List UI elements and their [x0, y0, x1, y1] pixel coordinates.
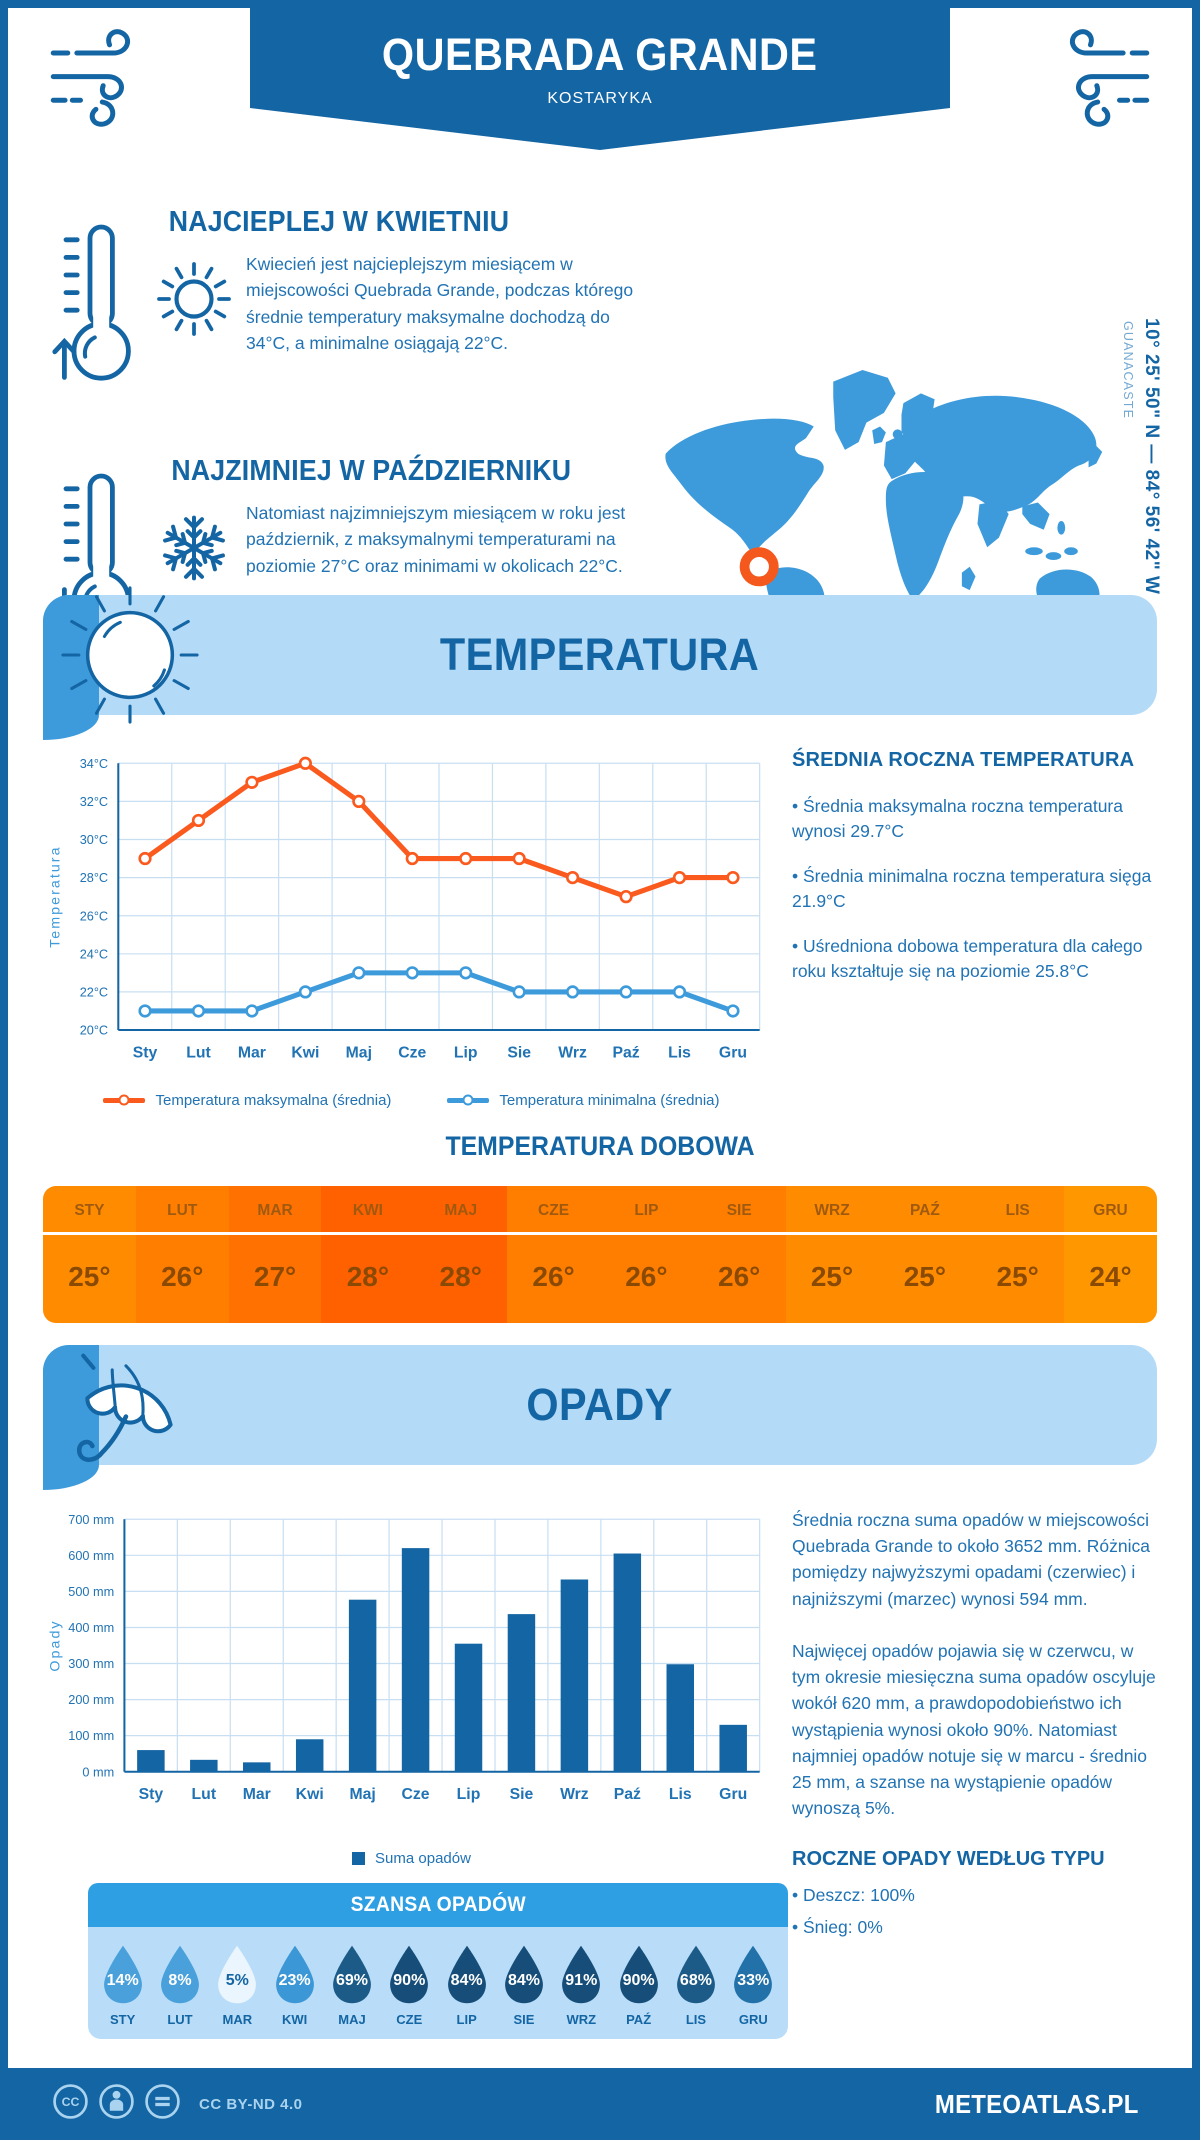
- footer: [0, 2068, 1200, 2140]
- water-drop-icon: [670, 1943, 722, 2006]
- drop-month: KWI: [282, 2011, 308, 2027]
- rain-chance-item: [495, 1943, 552, 2027]
- daily-temp-column: [136, 1186, 229, 1323]
- legend-item: Suma opadów: [352, 1850, 471, 1867]
- drop-month: LIS: [685, 2011, 707, 2027]
- water-drop-icon: [441, 1943, 493, 2006]
- drop-percent: 84%: [450, 1971, 483, 1989]
- annual-temp-bullet: • Uśredniona dobowa temperatura dla całego roku kształtuje się na poziomie 25.8°C: [792, 935, 1143, 981]
- daily-temp-value: 26°: [693, 1232, 786, 1323]
- svg-text:Sty: Sty: [132, 1044, 158, 1062]
- water-drop-icon: [97, 1943, 149, 2006]
- daily-temp-month: KWI: [352, 1201, 383, 1219]
- drop-percent: 90%: [622, 1971, 655, 1989]
- svg-text:24°C: 24°C: [79, 946, 109, 962]
- daily-temp-month: PAŹ: [909, 1201, 940, 1219]
- svg-text:700 mm: 700 mm: [68, 1511, 115, 1527]
- precip-type-bullet: • Deszcz: 100%: [792, 1884, 915, 1905]
- svg-text:20°C: 20°C: [79, 1022, 109, 1038]
- svg-text:Wrz: Wrz: [560, 1786, 589, 1804]
- svg-text:Lut: Lut: [191, 1786, 217, 1804]
- daily-temp-column: [321, 1186, 414, 1323]
- cc-nd-icon: [144, 2083, 181, 2125]
- coldest-text: Natomiast najzimniejszym miesiącem w roku jest październik, z maksymalnymi temperaturami na poziomie 27°C oraz minimami w okolicach 22°C.: [246, 503, 626, 576]
- svg-text:500 mm: 500 mm: [68, 1583, 115, 1599]
- drop-percent: 8%: [168, 1971, 192, 1989]
- svg-text:Lut: Lut: [186, 1044, 211, 1062]
- water-drop-icon: [383, 1943, 435, 2006]
- rain-chance-item: [381, 1943, 438, 2027]
- drop-percent: 23%: [278, 1971, 311, 1989]
- rain-chance-title: SZANSA OPADÓW: [88, 1883, 788, 1927]
- precipitation-text-panel: [778, 1505, 1160, 2039]
- daily-temp-column: [693, 1186, 786, 1323]
- svg-text:Sty: Sty: [138, 1786, 164, 1804]
- daily-temp-month: LIP: [634, 1201, 659, 1219]
- svg-text:26°C: 26°C: [79, 908, 109, 924]
- svg-text:Wrz: Wrz: [558, 1044, 587, 1062]
- annual-temp-heading: ŚREDNIA ROCZNA TEMPERATURA: [792, 749, 1135, 771]
- page-title: QUEBRADA GRANDE: [382, 29, 818, 80]
- drop-month: LIP: [456, 2011, 477, 2027]
- rain-chance-item: [725, 1943, 782, 2027]
- coldest-heading: NAJZIMNIEJ W PAŹDZIERNIKU: [171, 455, 572, 487]
- precipitation-banner-title: OPADY: [526, 1378, 674, 1430]
- drop-month: PAŹ: [626, 2011, 652, 2027]
- precipitation-chart-legend: [45, 1850, 778, 1867]
- svg-text:400 mm: 400 mm: [68, 1619, 115, 1635]
- warmest-heading: NAJCIEPLEJ W KWIETNIU: [168, 206, 510, 238]
- daily-temp-month: LIS: [1005, 1201, 1030, 1219]
- daily-temp-value: 27°: [229, 1232, 322, 1323]
- svg-text:Sie: Sie: [507, 1044, 531, 1062]
- wind-icon: [46, 24, 164, 132]
- daily-temp-value: 26°: [507, 1232, 600, 1323]
- warmest-text: Kwiecień jest najcieplejszym miesiącem w miejscowości Quebrada Grande, podczas którego średnie temperatury maksymalne dochodzą do 34°C, a minimalne osiągają 22°C.: [246, 254, 634, 353]
- daily-temp-column: [1064, 1186, 1157, 1323]
- daily-temp-column: [414, 1186, 507, 1323]
- annual-temperature-panel: [778, 747, 1160, 1109]
- daily-temp-value: 25°: [878, 1232, 971, 1323]
- rain-chance-item: [151, 1943, 208, 2027]
- svg-text:Maj: Maj: [349, 1786, 376, 1804]
- rain-chance-item: [553, 1943, 610, 2027]
- drop-month: CZE: [396, 2011, 423, 2027]
- precipitation-banner: [43, 1345, 1157, 1465]
- daily-temp-table: [43, 1186, 1157, 1323]
- rain-chance-item: [610, 1943, 667, 2027]
- svg-text:300 mm: 300 mm: [68, 1656, 115, 1672]
- daily-temp-month: WRZ: [814, 1201, 850, 1219]
- page-subtitle: KOSTARYKA: [547, 90, 653, 107]
- drop-percent: 91%: [565, 1971, 598, 1989]
- svg-text:Mar: Mar: [237, 1044, 266, 1062]
- svg-text:28°C: 28°C: [79, 870, 109, 886]
- svg-text:Lis: Lis: [668, 1044, 691, 1062]
- header-banner: [250, 8, 950, 150]
- svg-text:Gru: Gru: [719, 1786, 748, 1804]
- svg-text:Kwi: Kwi: [291, 1044, 320, 1062]
- drop-percent: 69%: [335, 1971, 368, 1989]
- drop-percent: 90%: [393, 1971, 426, 1989]
- region-label: GUANACASTE: [1121, 321, 1135, 420]
- svg-text:200 mm: 200 mm: [68, 1692, 115, 1708]
- precip-by-type: [792, 1848, 1160, 1941]
- svg-text:Cze: Cze: [398, 1044, 427, 1062]
- drop-percent: 5%: [225, 1971, 249, 1989]
- rain-chance-panel: [88, 1883, 788, 2039]
- daily-temp-value: 25°: [43, 1232, 136, 1323]
- drop-month: SIE: [513, 2011, 535, 2027]
- precip-paragraph: Najwięcej opadów pojawia się w czerwcu, w tym okresie miesięczna suma opadów oscyluje wokół 620 mm, a prawdopodobieństwo ich wystąpienia wynosi około 90%. Natomiast najmniej opadów notuje się w marcu - średnio 25 mm, a szanse na wystąpienie opadów wynoszą 5%.: [792, 1640, 1156, 1819]
- daily-temp-month: STY: [74, 1201, 105, 1219]
- precipitation-chart: [45, 1505, 778, 1846]
- water-drop-icon: [555, 1943, 607, 2006]
- legend-item: Temperatura minimalna (średnia): [447, 1092, 719, 1109]
- cc-attribution-icon: [98, 2083, 135, 2125]
- temperature-content: [0, 747, 1200, 1109]
- svg-text:Paź: Paź: [612, 1044, 640, 1062]
- rain-chance-item: [667, 1943, 724, 2027]
- water-drop-icon: [326, 1943, 378, 2006]
- daily-temp-value: 26°: [600, 1232, 693, 1323]
- drop-month: LUT: [167, 2011, 193, 2027]
- water-drop-icon: [211, 1943, 263, 2006]
- drop-month: MAR: [222, 2011, 253, 2027]
- drop-month: MAJ: [338, 2011, 366, 2027]
- daily-temp-column: [878, 1186, 971, 1323]
- daily-temp-month: MAJ: [444, 1201, 478, 1219]
- rain-chance-item: [438, 1943, 495, 2027]
- drop-month: WRZ: [566, 2011, 597, 2027]
- svg-text:100 mm: 100 mm: [68, 1728, 115, 1744]
- license-label: CC BY-ND 4.0: [199, 2095, 303, 2113]
- daily-temp-value: 28°: [321, 1232, 414, 1323]
- drop-month: STY: [110, 2011, 136, 2027]
- precip-type-bullet: • Śnieg: 0%: [792, 1917, 883, 1938]
- banner-chevron: [250, 108, 950, 150]
- temperature-banner: [43, 595, 1157, 715]
- drop-month: GRU: [738, 2011, 768, 2027]
- daily-temp-value: 25°: [786, 1232, 879, 1323]
- daily-temp-month: SIE: [726, 1201, 752, 1219]
- svg-text:32°C: 32°C: [79, 793, 109, 809]
- svg-text:Maj: Maj: [345, 1044, 372, 1062]
- svg-text:Paź: Paź: [613, 1786, 641, 1804]
- rain-chance-item: [209, 1943, 266, 2027]
- daily-temp-column: [971, 1186, 1064, 1323]
- daily-temp-value: 25°: [971, 1232, 1064, 1323]
- svg-text:CC: CC: [61, 2095, 80, 2110]
- temperature-chart-legend: [45, 1092, 778, 1109]
- rain-chance-item: [323, 1943, 380, 2027]
- svg-text:Opady: Opady: [47, 1619, 64, 1672]
- daily-temp-month: GRU: [1093, 1201, 1128, 1219]
- svg-text:30°C: 30°C: [79, 832, 109, 848]
- water-drop-icon: [498, 1943, 550, 2006]
- cc-icon: [52, 2083, 89, 2125]
- daily-temp-month: LUT: [167, 1201, 198, 1219]
- precipitation-content: [0, 1505, 1200, 2039]
- precip-paragraph: Średnia roczna suma opadów w miejscowości Quebrada Grande to około 3652 mm. Różnica pomiędzy najwyższymi opadami (czerwiec) i najniższymi (marzec) wynosi 594 mm.: [792, 1509, 1150, 1609]
- svg-text:34°C: 34°C: [79, 755, 109, 771]
- svg-text:Lip: Lip: [456, 1786, 481, 1804]
- svg-text:Lip: Lip: [453, 1044, 478, 1062]
- umbrella-icon: [65, 1341, 197, 1479]
- temperature-banner-title: TEMPERATURA: [440, 629, 760, 680]
- daily-temp-column: [786, 1186, 879, 1323]
- sun-banner-icon: [55, 580, 205, 730]
- water-drop-icon: [154, 1943, 206, 2006]
- temperature-chart: [45, 747, 778, 1088]
- warmest-month-block: [50, 202, 670, 405]
- daily-temp-value: 24°: [1064, 1232, 1157, 1323]
- rain-chance-drops: [88, 1927, 788, 2039]
- location-marker: [745, 552, 774, 581]
- annual-temp-bullet: • Średnia maksymalna roczna temperatura wynosi 29.7°C: [792, 796, 1123, 842]
- svg-text:600 mm: 600 mm: [68, 1547, 115, 1563]
- svg-text:0 mm: 0 mm: [82, 1764, 115, 1780]
- daily-temp-column: [600, 1186, 693, 1323]
- svg-text:Lis: Lis: [668, 1786, 692, 1804]
- svg-text:Gru: Gru: [718, 1044, 747, 1062]
- svg-text:Mar: Mar: [242, 1786, 271, 1804]
- daily-temp-month: CZE: [538, 1201, 570, 1219]
- thermometer-up-icon: [50, 202, 154, 405]
- site-label: METEOATLAS.PL: [935, 2088, 1140, 2119]
- daily-temp-value: 28°: [414, 1232, 507, 1323]
- drop-percent: 84%: [507, 1971, 540, 1989]
- rain-chance-item: [266, 1943, 323, 2027]
- svg-text:22°C: 22°C: [79, 984, 109, 1000]
- wind-icon: [1036, 24, 1154, 132]
- coordinates-label: 10° 25' 50" N — 84° 56' 42" W: [1141, 318, 1162, 595]
- license-group: [52, 2083, 303, 2125]
- svg-text:Temperatura: Temperatura: [47, 845, 64, 948]
- sun-icon: [154, 251, 246, 356]
- rain-chance-item: [94, 1943, 151, 2027]
- daily-temp-title: TEMPERATURA DOBOWA: [445, 1130, 755, 1161]
- water-drop-icon: [613, 1943, 665, 2006]
- daily-temp-month: MAR: [257, 1201, 293, 1219]
- precip-type-heading: ROCZNE OPADY WEDŁUG TYPU: [792, 1847, 1105, 1870]
- header: [0, 0, 1200, 150]
- daily-temp-column: [229, 1186, 322, 1323]
- svg-text:Sie: Sie: [509, 1786, 534, 1804]
- daily-temp-value: 26°: [136, 1232, 229, 1323]
- drop-percent: 33%: [737, 1971, 770, 1989]
- water-drop-icon: [269, 1943, 321, 2006]
- legend-item: Temperatura maksymalna (średnia): [103, 1092, 391, 1109]
- water-drop-icon: [727, 1943, 779, 2006]
- annual-temp-bullet: • Średnia minimalna roczna temperatura sięga 21.9°C: [792, 865, 1152, 912]
- svg-text:Cze: Cze: [401, 1786, 430, 1804]
- drop-percent: 14%: [106, 1971, 139, 1989]
- daily-temp-column: [43, 1186, 136, 1323]
- svg-text:Kwi: Kwi: [295, 1786, 324, 1804]
- daily-temp-column: [507, 1186, 600, 1323]
- intro-section: [0, 150, 1200, 595]
- drop-percent: 68%: [679, 1971, 712, 1989]
